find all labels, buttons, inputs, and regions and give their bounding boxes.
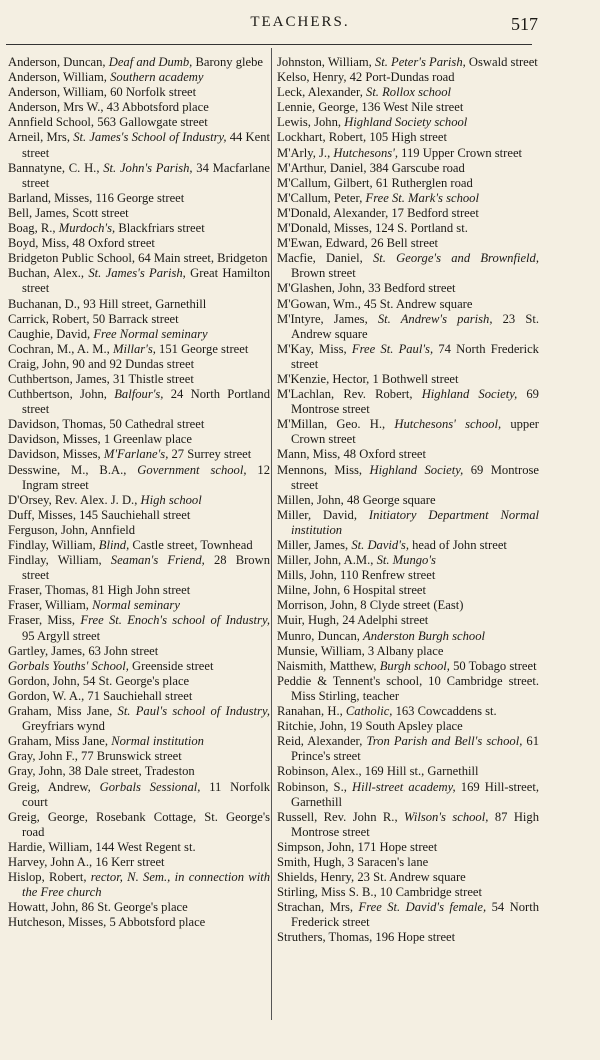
entry-text: M'Donald, Misses, 124 S. Portland st. bbox=[277, 221, 468, 236]
entry-text: 95 Argyll street bbox=[22, 628, 101, 643]
entry-institution: Free Normal seminary bbox=[93, 326, 208, 341]
entry-institution: Burgh school, bbox=[379, 658, 450, 673]
entry-institution: Free St. Enoch's school of Industry, bbox=[80, 613, 270, 628]
entry-text: 27 Surrey street bbox=[168, 447, 252, 462]
entry-institution: Seaman's Friend, bbox=[110, 553, 205, 568]
entry-text: Anderson, William, bbox=[8, 70, 111, 85]
entry-text: M'Arly, J., bbox=[277, 145, 334, 160]
column-divider bbox=[271, 48, 272, 1020]
directory-entry bbox=[277, 342, 539, 372]
directory-entry bbox=[8, 523, 270, 538]
page-number: 517 bbox=[511, 14, 538, 34]
directory-entry bbox=[8, 342, 270, 357]
directory-entry bbox=[8, 447, 270, 462]
entry-text: Ranahan, H., bbox=[277, 704, 346, 719]
entry-institution: Anderston Burgh school bbox=[363, 628, 486, 643]
entry-text: Struthers, Thomas, 196 Hope street bbox=[277, 930, 456, 945]
entry-institution: St. James's Parish, bbox=[88, 266, 186, 281]
entry-text: Kelso, Henry, 42 Port-Dundas road bbox=[277, 70, 455, 85]
entry-text: Oswald street bbox=[465, 55, 538, 69]
entry-text: Strachan, Mrs, bbox=[277, 900, 359, 915]
directory-entry bbox=[8, 915, 270, 930]
directory-entry bbox=[8, 583, 270, 598]
entry-text: 44 Kent street bbox=[22, 130, 271, 160]
entry-text: Lewis, John, bbox=[277, 115, 345, 130]
entry-text: M'Donald, Alexander, 17 Bedford street bbox=[277, 205, 479, 220]
directory-entry bbox=[277, 146, 539, 161]
entry-text: Miller, David, bbox=[277, 507, 369, 522]
directory-entry bbox=[8, 764, 270, 779]
entry-text: Gordon, John, 54 St. George's place bbox=[8, 673, 190, 688]
entry-institution: Blind, bbox=[98, 538, 130, 552]
entry-text: Harvey, John A., 16 Kerr street bbox=[8, 854, 165, 869]
entry-text: 169 Hill-street, Garnethill bbox=[291, 779, 539, 809]
entry-institution: Catholic, bbox=[345, 704, 393, 719]
entry-text: Mann, Miss, 48 Oxford street bbox=[277, 447, 427, 462]
directory-entry bbox=[8, 674, 270, 689]
entry-text: Macfie, Daniel, bbox=[277, 251, 373, 266]
entry-text: Fraser, William, bbox=[8, 598, 93, 613]
entry-institution: St. John's Parish, bbox=[103, 160, 193, 175]
entry-institution: Hill-street academy, bbox=[352, 779, 456, 794]
entry-text: 11 Norfolk court bbox=[22, 779, 270, 809]
directory-entry bbox=[277, 191, 539, 206]
directory-entry bbox=[277, 674, 539, 704]
entry-text: 163 Cowcaddens st. bbox=[392, 704, 497, 719]
entry-text: Duff, Misses, 145 Sauchiehall street bbox=[8, 507, 191, 522]
entry-text: Milne, John, 6 Hospital street bbox=[277, 583, 427, 598]
entry-text: Desswine, M., B.A., bbox=[8, 462, 138, 477]
directory-entry bbox=[277, 463, 539, 493]
entry-text: 69 Montrose street bbox=[291, 462, 540, 492]
entry-text: Muir, Hugh, 24 Adelphi street bbox=[277, 613, 429, 628]
entry-text: Brown street bbox=[291, 266, 356, 281]
entry-text: Hardie, William, 144 West Regent st. bbox=[8, 839, 196, 854]
directory-entry bbox=[277, 297, 539, 312]
directory-entry bbox=[277, 719, 539, 734]
entry-text: Craig, John, 90 and 92 Dundas street bbox=[8, 356, 195, 371]
entry-text: 151 George street bbox=[155, 341, 249, 356]
directory-entry bbox=[277, 281, 539, 296]
directory-entry bbox=[277, 251, 539, 281]
entry-text: Robinson, Alex., 169 Hill st., Garnethill bbox=[277, 764, 479, 779]
entry-text: 54 North Frederick street bbox=[291, 900, 539, 930]
directory-entry bbox=[277, 644, 539, 659]
entry-text: Greig, George, Rosebank Cottage, St. George's road bbox=[8, 809, 270, 839]
entry-text: Simpson, John, 171 Hope street bbox=[277, 839, 438, 854]
entry-text: head of John street bbox=[408, 538, 507, 552]
entry-text: M'Millan, Geo. H., bbox=[277, 417, 395, 432]
directory-entry bbox=[277, 115, 539, 130]
entry-institution: Millar's, bbox=[112, 341, 156, 356]
entry-text: M'Gowan, Wm., 45 St. Andrew square bbox=[277, 296, 473, 311]
directory-entry bbox=[8, 55, 270, 70]
entry-text: M'Intyre, James, bbox=[277, 311, 378, 326]
directory-entry bbox=[8, 130, 270, 160]
directory-entry bbox=[8, 372, 270, 387]
directory-entry bbox=[277, 130, 539, 145]
entry-institution: Highland Society school bbox=[344, 115, 468, 130]
entry-text: 74 North Frederick street bbox=[291, 341, 539, 371]
entry-text: 119 Upper Crown street bbox=[398, 145, 523, 160]
entry-text: Davidson, Misses, bbox=[8, 447, 104, 462]
directory-entry bbox=[8, 357, 270, 372]
entry-text: Hutcheson, Misses, 5 Abbotsford place bbox=[8, 915, 206, 930]
directory-entry bbox=[277, 55, 539, 70]
directory-entry bbox=[8, 493, 270, 508]
directory-entry bbox=[277, 176, 539, 191]
directory-entry bbox=[8, 387, 270, 417]
entry-text: 87 High Montrose street bbox=[291, 809, 540, 839]
directory-entry bbox=[277, 538, 539, 553]
entry-text: Caughie, David, bbox=[8, 326, 94, 341]
entry-text: Great Hamilton street bbox=[22, 266, 271, 296]
directory-entry bbox=[277, 583, 539, 598]
entry-text: Cuthbertson, John, bbox=[8, 387, 115, 402]
directory-entry bbox=[8, 810, 270, 840]
directory-entry bbox=[8, 251, 270, 266]
directory-entry bbox=[277, 372, 539, 387]
directory-entry bbox=[8, 236, 270, 251]
directory-entry bbox=[8, 689, 270, 704]
entry-text: Graham, Miss Jane, bbox=[8, 704, 118, 719]
entry-text: Ritchie, John, 19 South Apsley place bbox=[277, 719, 463, 734]
entry-text: Boag, R., bbox=[8, 221, 59, 236]
directory-entry bbox=[277, 206, 539, 221]
entry-text: Johnston, William, bbox=[277, 55, 375, 69]
entry-institution: M'Farlane's, bbox=[103, 447, 169, 462]
entry-text: Greenside street bbox=[128, 658, 214, 673]
directory-entry bbox=[8, 870, 270, 900]
entry-text: M'Callum, Peter, bbox=[277, 190, 366, 205]
directory-entry bbox=[277, 221, 539, 236]
entry-text: Boyd, Miss, 48 Oxford street bbox=[8, 236, 155, 251]
entry-text: 50 Tobago street bbox=[449, 658, 537, 673]
entry-text: M'Kenzie, Hector, 1 Bothwell street bbox=[277, 371, 459, 386]
directory-entry bbox=[8, 85, 270, 100]
directory-entry bbox=[8, 553, 270, 583]
directory-entry bbox=[8, 538, 270, 553]
entry-text: Anderson, William, 60 Norfolk street bbox=[8, 85, 197, 100]
entry-text: Carrick, Robert, 50 Barrack street bbox=[8, 311, 179, 326]
directory-entry bbox=[277, 870, 539, 885]
entry-text: Arneil, Mrs, bbox=[8, 130, 74, 145]
entry-text: Anderson, Mrs W., 43 Abbotsford place bbox=[8, 100, 209, 115]
header-rule bbox=[6, 44, 532, 45]
entry-text: Fraser, Miss, bbox=[8, 613, 81, 628]
entry-text: 24 North Portland street bbox=[22, 387, 270, 417]
entry-institution: St. James's School of Industry, bbox=[73, 130, 227, 145]
directory-entry bbox=[8, 598, 270, 613]
entry-text: Robinson, S., bbox=[277, 779, 352, 794]
entry-text: Annfield School, 563 Gallowgate street bbox=[8, 115, 208, 130]
entry-institution: Deaf and Dumb, bbox=[108, 55, 193, 69]
entry-institution: St. Peter's Parish, bbox=[374, 55, 466, 69]
entry-text: upper Crown street bbox=[291, 417, 540, 447]
directory-entry bbox=[277, 568, 539, 583]
entry-institution: Government school, bbox=[137, 462, 247, 477]
left-column bbox=[8, 55, 270, 930]
entry-text: Greig, Andrew, bbox=[8, 779, 100, 794]
directory-entry bbox=[277, 100, 539, 115]
entry-institution: Tron Parish and Bell's school, bbox=[366, 734, 523, 749]
directory-entry bbox=[277, 85, 539, 100]
directory-entry bbox=[277, 70, 539, 85]
directory-entry bbox=[8, 70, 270, 85]
entry-text: M'Callum, Gilbert, 61 Rutherglen road bbox=[277, 175, 473, 190]
directory-entry bbox=[8, 704, 270, 734]
entry-text: Blackfriars street bbox=[115, 221, 205, 236]
entry-institution: Highland Society, bbox=[369, 462, 464, 477]
directory-entry bbox=[277, 885, 539, 900]
entry-text: Russell, Rev. John R., bbox=[277, 809, 405, 824]
entry-text: 28 Brown street bbox=[22, 553, 270, 583]
entry-text: Graham, Miss Jane, bbox=[8, 734, 112, 749]
directory-entry bbox=[8, 221, 270, 236]
entry-text: Gordon, W. A., 71 Sauchiehall street bbox=[8, 688, 193, 703]
directory-entry bbox=[277, 553, 539, 568]
entry-text: Findlay, William, bbox=[8, 538, 99, 552]
directory-entry bbox=[8, 659, 270, 674]
directory-entry bbox=[277, 236, 539, 251]
entry-text: Bannatyne, C. H., bbox=[8, 160, 104, 175]
entry-text: Miller, James, bbox=[277, 538, 352, 552]
directory-entry bbox=[8, 327, 270, 342]
directory-entry bbox=[277, 493, 539, 508]
directory-entry bbox=[8, 100, 270, 115]
entry-text: Fraser, Thomas, 81 High John street bbox=[8, 583, 191, 598]
entry-text: Gray, John F., 77 Brunswick street bbox=[8, 749, 182, 764]
directory-entry bbox=[277, 704, 539, 719]
entry-text: Reid, Alexander, bbox=[277, 734, 367, 749]
entry-text: Bell, James, Scott street bbox=[8, 205, 129, 220]
entry-institution: Free St. David's female, bbox=[358, 900, 487, 915]
entry-institution: Highland Society, bbox=[421, 387, 518, 402]
entry-institution: Balfour's, bbox=[114, 387, 164, 402]
entry-text: M'Glashen, John, 33 Bedford street bbox=[277, 281, 456, 296]
directory-entry bbox=[8, 417, 270, 432]
entry-text: 61 Prince's street bbox=[291, 734, 540, 764]
entry-institution: Gorbals Sessional, bbox=[99, 779, 201, 794]
directory-entry bbox=[8, 900, 270, 915]
entry-institution: St. Rollox school bbox=[366, 85, 452, 100]
directory-entry bbox=[8, 749, 270, 764]
entry-text: Findlay, William, bbox=[8, 553, 111, 568]
entry-text: Gray, John, 38 Dale street, Tradeston bbox=[8, 764, 195, 779]
directory-entry bbox=[8, 297, 270, 312]
directory-entry bbox=[8, 644, 270, 659]
entry-institution: Southern academy bbox=[110, 70, 204, 85]
entry-text: Davidson, Misses, 1 Greenlaw place bbox=[8, 432, 192, 447]
directory-entry bbox=[277, 810, 539, 840]
entry-institution: High school bbox=[140, 492, 202, 507]
entry-text: Leck, Alexander, bbox=[277, 85, 367, 100]
running-title: TEACHERS. bbox=[250, 14, 350, 30]
entry-text: Mills, John, 110 Renfrew street bbox=[277, 568, 436, 583]
directory-entry bbox=[277, 659, 539, 674]
directory-entry bbox=[8, 508, 270, 523]
entry-text: 69 Montrose street bbox=[291, 387, 539, 417]
entry-text: M'Arthur, Daniel, 384 Garscube road bbox=[277, 160, 465, 175]
entry-text: Hislop, Robert, bbox=[8, 870, 91, 885]
directory-entry bbox=[277, 312, 539, 342]
right-column bbox=[277, 55, 539, 946]
directory-entry bbox=[8, 161, 270, 191]
directory-entry bbox=[277, 780, 539, 810]
entry-institution: Gorbals Youths' School, bbox=[8, 658, 129, 673]
entry-text: Stirling, Miss S. B., 10 Cambridge street bbox=[277, 885, 482, 900]
entry-text: D'Orsey, Rev. Alex. J. D., bbox=[8, 492, 141, 507]
entry-institution: St. Paul's school of Industry, bbox=[117, 704, 270, 719]
directory-entry bbox=[8, 432, 270, 447]
entry-text: M'Kay, Miss, bbox=[277, 341, 352, 356]
entry-text: Barland, Misses, 116 George street bbox=[8, 190, 185, 205]
directory-entry bbox=[8, 613, 270, 643]
entry-text: Naismith, Matthew, bbox=[277, 658, 380, 673]
directory-entry bbox=[8, 266, 270, 296]
entry-institution: Free St. Paul's, bbox=[351, 341, 434, 356]
directory-entry bbox=[277, 598, 539, 613]
directory-entry bbox=[277, 855, 539, 870]
entry-institution: Hutchesons' school, bbox=[394, 417, 502, 432]
entry-text: Gartley, James, 63 John street bbox=[8, 643, 159, 658]
directory-entry bbox=[8, 855, 270, 870]
directory-entry bbox=[8, 115, 270, 130]
entry-institution: Normal seminary bbox=[92, 598, 180, 613]
entry-text: Millen, John, 48 George square bbox=[277, 492, 436, 507]
entry-institution: Wilson's school, bbox=[404, 809, 489, 824]
entry-text: Cochran, M., A. M., bbox=[8, 341, 113, 356]
entry-institution: Normal institution bbox=[111, 734, 204, 749]
directory-entry bbox=[277, 734, 539, 764]
directory-entry bbox=[277, 508, 539, 538]
entry-text: Castle street, Townhead bbox=[129, 538, 253, 552]
entry-text: Lockhart, Robert, 105 High street bbox=[277, 130, 447, 145]
entry-text: Peddie & Tennent's school, 10 Cambridge street. Miss Stirling, teacher bbox=[277, 673, 539, 703]
entry-text: Ferguson, John, Annfield bbox=[8, 522, 136, 537]
directory-entry bbox=[277, 613, 539, 628]
entry-text: Munro, Duncan, bbox=[277, 628, 364, 643]
entry-text: Buchanan, D., 93 Hill street, Garnethill bbox=[8, 296, 207, 311]
entry-text: Howatt, John, 86 St. George's place bbox=[8, 900, 188, 915]
entry-text: 12 Ingram street bbox=[22, 462, 271, 492]
directory-entry bbox=[277, 840, 539, 855]
entry-text: Munsie, William, 3 Albany place bbox=[277, 643, 444, 658]
directory-entry bbox=[277, 930, 539, 945]
directory-entry bbox=[277, 447, 539, 462]
entry-text: Greyfriars wynd bbox=[22, 719, 105, 734]
entry-text: M'Lachlan, Rev. Robert, bbox=[277, 387, 422, 402]
entry-institution: rector, N. Sem., in connection with the Free church bbox=[22, 870, 270, 900]
entry-institution: Hutchesons', bbox=[333, 145, 398, 160]
directory-entry bbox=[8, 840, 270, 855]
directory-entry bbox=[8, 734, 270, 749]
directory-entry bbox=[277, 900, 539, 930]
entry-institution: Free St. Mark's school bbox=[365, 190, 479, 205]
entry-text: Cuthbertson, James, 31 Thistle street bbox=[8, 371, 194, 386]
entry-text: Barony glebe bbox=[192, 55, 263, 69]
entry-institution: St. George's and Brownfield, bbox=[372, 251, 540, 266]
entry-text: M'Ewan, Edward, 26 Bell street bbox=[277, 236, 439, 251]
directory-entry bbox=[8, 463, 270, 493]
entry-text: Morrison, John, 8 Clyde street (East) bbox=[277, 598, 464, 613]
entry-institution: Murdoch's, bbox=[58, 221, 116, 236]
directory-entry bbox=[8, 312, 270, 327]
directory-entry bbox=[277, 417, 539, 447]
directory-entry bbox=[277, 161, 539, 176]
entry-institution: Initiatory Department Normal institution bbox=[291, 507, 539, 537]
entry-text: Miller, John, A.M., bbox=[277, 553, 377, 568]
entry-text: Buchan, Alex., bbox=[8, 266, 89, 281]
entry-text: Davidson, Thomas, 50 Cathedral street bbox=[8, 417, 205, 432]
entry-text: Lennie, George, 136 West Nile street bbox=[277, 100, 464, 115]
entry-text: Anderson, Duncan, bbox=[8, 55, 109, 69]
entry-text: 34 Macfarlane street bbox=[22, 160, 270, 190]
entry-institution: St. Mungo's bbox=[376, 553, 436, 568]
entry-institution: St. David's, bbox=[351, 538, 409, 552]
directory-entry bbox=[8, 780, 270, 810]
directory-entry bbox=[277, 387, 539, 417]
entry-text: Mennons, Miss, bbox=[277, 462, 370, 477]
directory-entry bbox=[277, 629, 539, 644]
entry-institution: St. Andrew's parish, bbox=[377, 311, 493, 326]
entry-text: Shields, Henry, 23 St. Andrew square bbox=[277, 870, 466, 885]
directory-entry bbox=[8, 191, 270, 206]
entry-text: Smith, Hugh, 3 Saracen's lane bbox=[277, 854, 429, 869]
entry-text: Bridgeton Public School, 64 Main street, Bridgeton bbox=[8, 251, 268, 266]
directory-entry bbox=[277, 764, 539, 779]
entry-text: 23 St. Andrew square bbox=[291, 311, 539, 341]
directory-entry bbox=[8, 206, 270, 221]
